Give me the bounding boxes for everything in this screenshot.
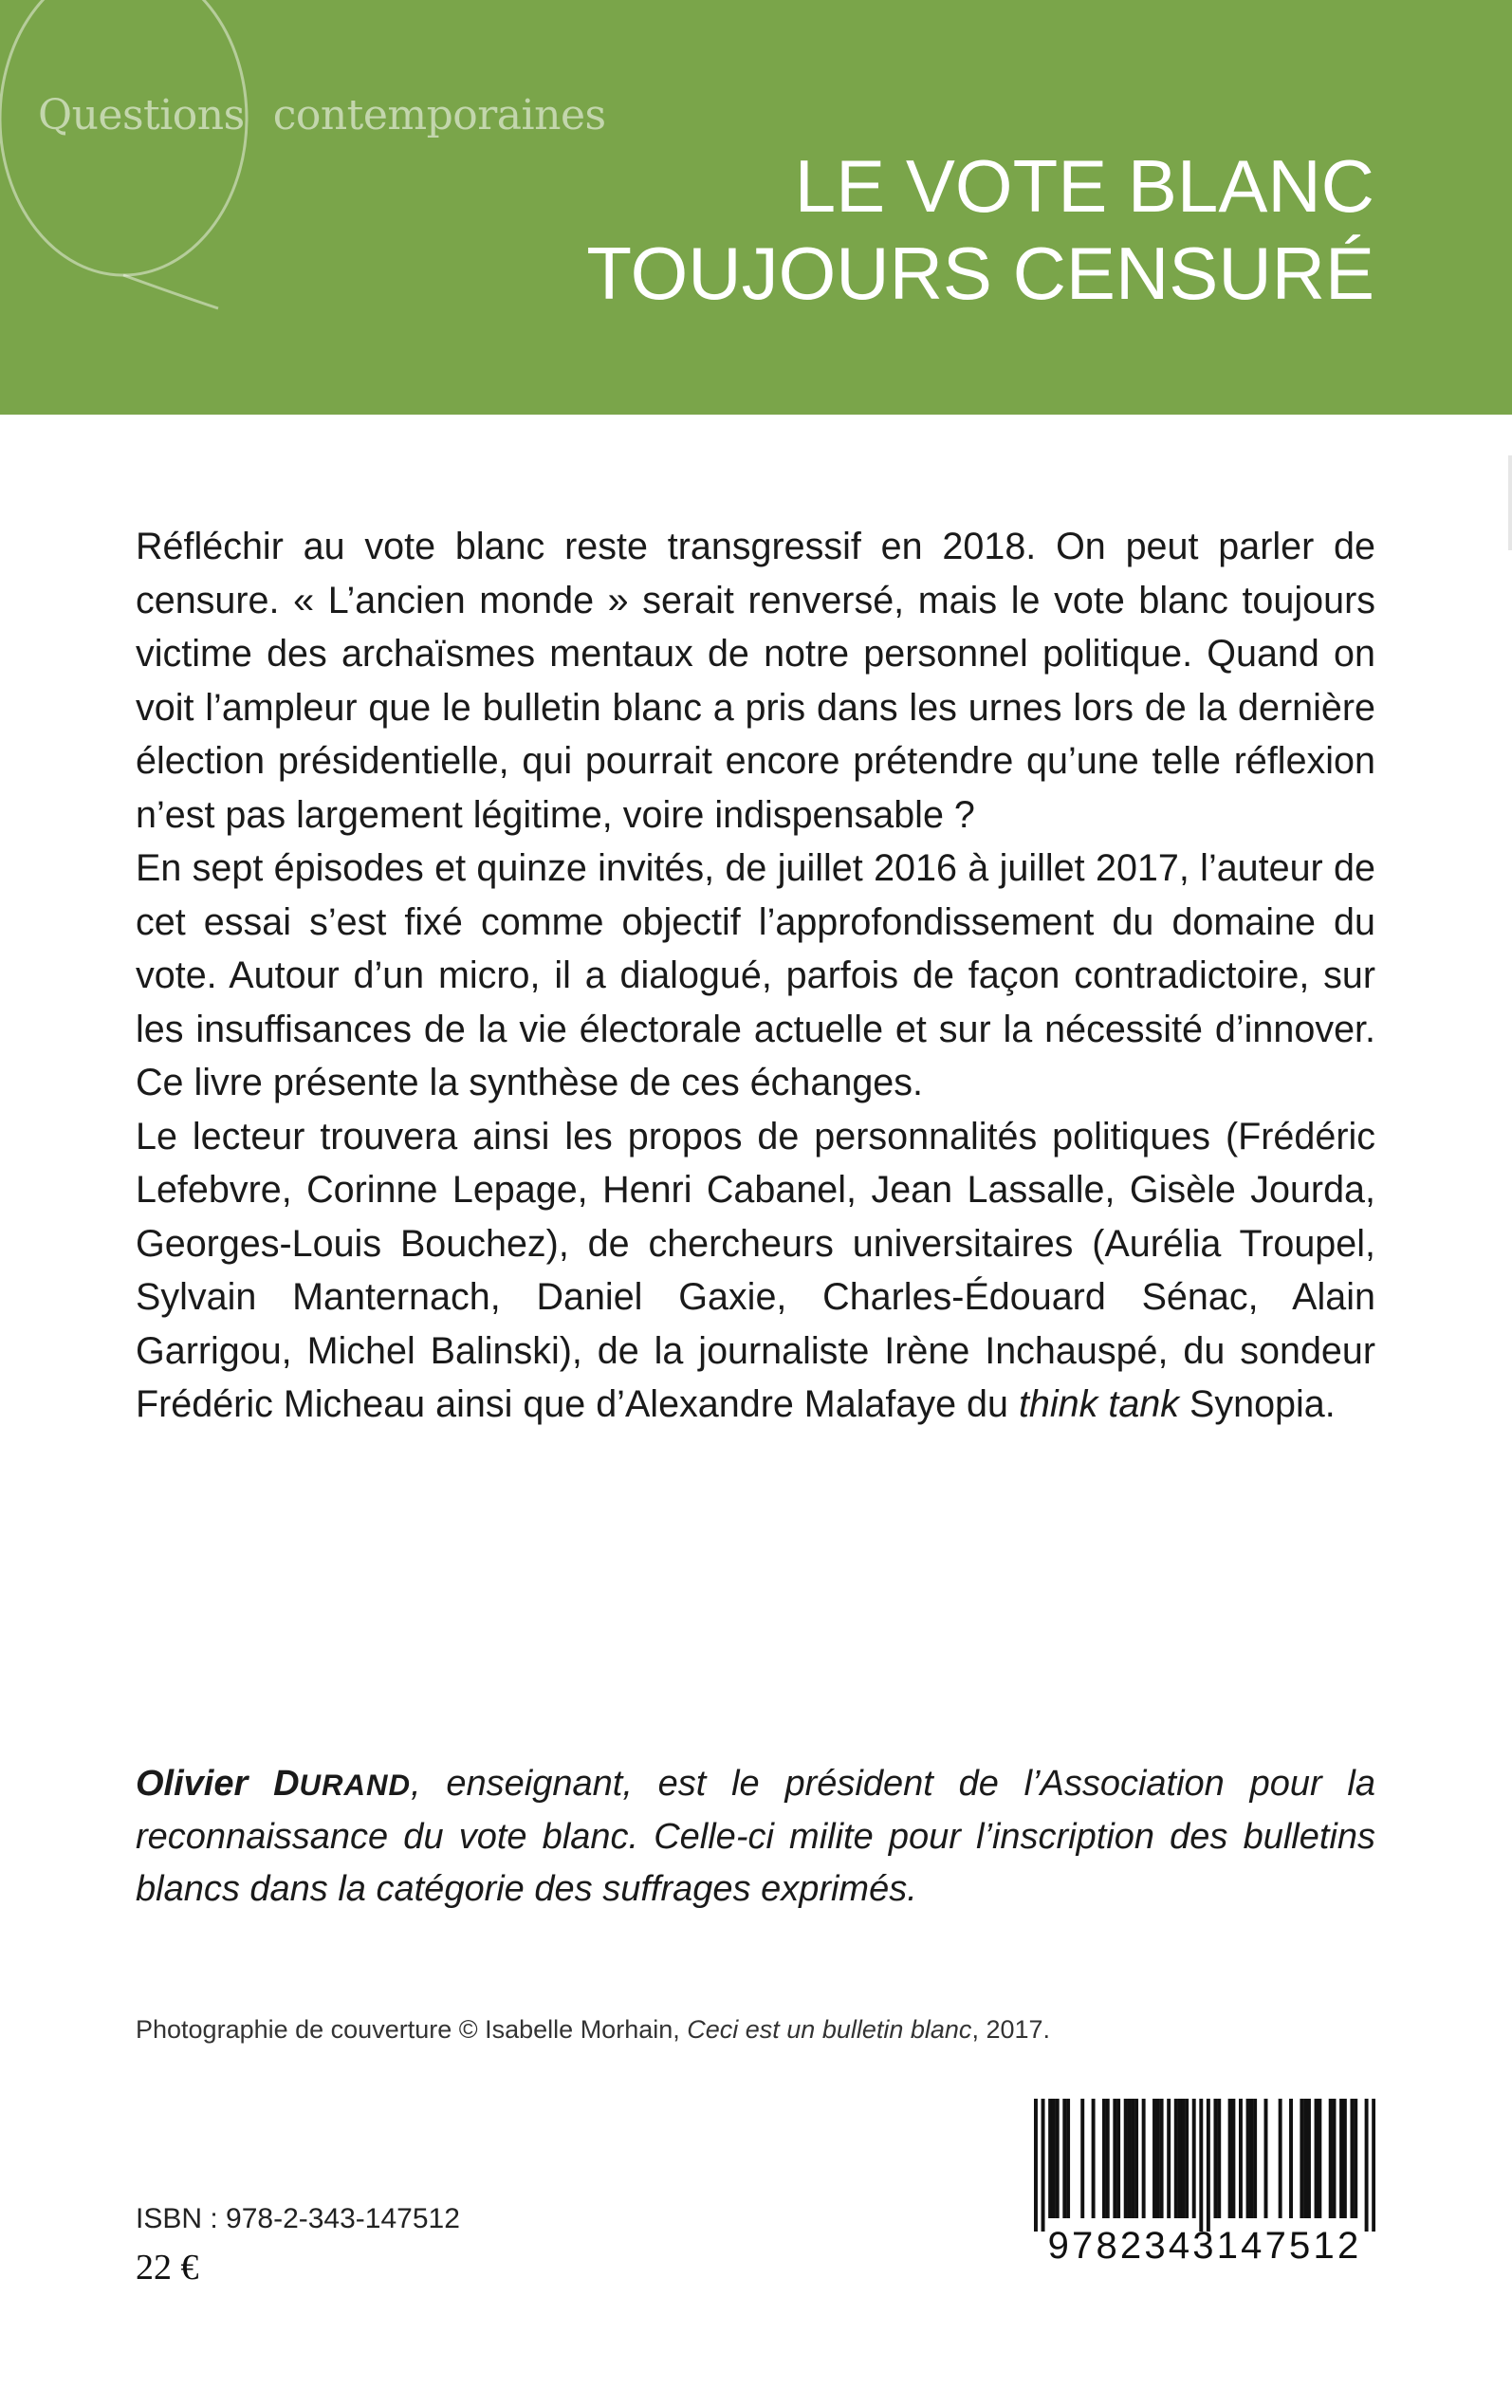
barcode-bar — [1372, 2099, 1375, 2232]
blurb-paragraph-3 — [136, 1110, 1375, 1432]
barcode-bar — [1156, 2099, 1160, 2218]
barcode-bar — [1231, 2099, 1235, 2218]
blurb-think-tank: think tank — [1018, 1383, 1180, 1425]
barcode-bar — [1048, 2099, 1052, 2218]
barcode-bar — [1300, 2099, 1303, 2218]
book-title-line-1: LE VOTE BLANC — [794, 144, 1374, 228]
author-last-name-initial: D — [273, 1764, 300, 1804]
barcode-bar — [1178, 2099, 1182, 2218]
barcode-bar — [1181, 2099, 1185, 2218]
barcode-bar — [1174, 2099, 1178, 2218]
barcode-bar — [1124, 2099, 1128, 2218]
barcode-bar — [1167, 2099, 1171, 2218]
author-bio — [136, 1758, 1375, 1916]
edge-mark — [1508, 455, 1512, 550]
barcode-bar — [1239, 2099, 1243, 2218]
barcode-bar — [1333, 2099, 1337, 2218]
barcode-bar — [1315, 2099, 1318, 2218]
barcode-bar — [1113, 2099, 1116, 2218]
barcode-bar — [1213, 2099, 1217, 2218]
barcode-bar — [1264, 2099, 1268, 2218]
blurb-paragraph-2: En sept épisodes et quinze invités, de juillet 2016 à juillet 2017, l’auteur de cet essai s’est fixé comme objectif l’approfondissement du domaine du vote. Autour d’un micro, il a dialogué, parfois de façon contradictoire, sur les insuffisances de la vie électorale actuelle et sur la nécessité d’innover. Ce livre présente la synthèse de ces échanges. — [136, 847, 1375, 1103]
photo-credit-work-title: Ceci est un bulletin blanc — [687, 2015, 972, 2044]
barcode-bar — [1185, 2099, 1189, 2218]
barcode-bar — [1128, 2099, 1132, 2218]
barcode-bar — [1249, 2099, 1253, 2218]
barcode-bar — [1365, 2099, 1369, 2232]
barcode-bar — [1354, 2099, 1357, 2218]
barcode-bar — [1253, 2099, 1257, 2218]
barcode-bar — [1066, 2099, 1070, 2218]
barcode-bar — [1142, 2099, 1146, 2218]
author-last-name-rest: URAND — [299, 1769, 412, 1802]
barcode-bar — [1318, 2099, 1321, 2218]
barcode-bar — [1062, 2099, 1066, 2218]
header-band — [0, 0, 1512, 415]
author-first-name: Olivier — [136, 1764, 249, 1804]
barcode-bar — [1080, 2099, 1084, 2218]
series-name-left: Questions — [38, 91, 245, 139]
barcode-bar — [1106, 2099, 1110, 2218]
barcode-bar — [1350, 2099, 1354, 2218]
barcode-bar — [1246, 2099, 1250, 2218]
photo-credit-prefix: Photographie de couverture © Isabelle Morhain, — [136, 2015, 688, 2044]
barcode-bar — [1102, 2099, 1106, 2218]
barcode-bar — [1034, 2099, 1038, 2232]
series-name-right: contemporaines — [272, 91, 606, 139]
author-bio-text: , enseignant, est le président de l’Association pour la reconnaissance du vote blanc. Celle-ci milite pour l’inscription des bulletins blancs dans la catégorie des suffrages exprimés. — [136, 1764, 1375, 1909]
blurb-paragraph-1: Réfléchir au vote blanc reste transgressif en 2018. On peut parler de censure. « L’ancien monde » serait renversé, mais le vote blanc toujours victime des archaïsmes mentaux de notre personnel politique. Quand on voit l’ampleur que le bulletin blanc a pris dans les urnes lors de la dernière élection présidentielle, qui pourrait encore prétendre qu’une telle réflexion n’est pas largement légitime, voire indispensable ? — [136, 526, 1375, 836]
barcode-bar — [1199, 2099, 1203, 2232]
blurb-paragraph-3-text: Le lecteur trouvera ainsi les propos de personnalités politiques (Frédéric Lefebvre, Corinne Lepage, Henri Cabanel, Jean Lassalle, Gisèle Jourda, Georges-Louis Bouchez), de chercheurs universitaires (Aurélia Troupel, Sylvain Manternach, Daniel Gaxie, Charles-Édouard Sénac, Alain Garrigou, Michel Balinski), de la journaliste Irène Inchauspé, du sondeur Frédéric Micheau ainsi que d’Alexandre Malafaye du — [136, 1115, 1375, 1425]
barcode-bar — [1303, 2099, 1307, 2218]
blurb-paragraph-3-end: Synopia. — [1179, 1383, 1336, 1425]
barcode-bar — [1131, 2099, 1134, 2218]
barcode-bar — [1116, 2099, 1120, 2218]
barcode-bar — [1329, 2099, 1333, 2218]
book-title — [586, 142, 1374, 317]
price: 22 € — [136, 2248, 199, 2288]
barcode-bar — [1192, 2099, 1196, 2218]
barcode-bar — [1289, 2099, 1293, 2218]
series-name — [38, 91, 606, 139]
barcode-bar — [1160, 2099, 1164, 2218]
barcode-digits: 9782343147512 — [1047, 2225, 1362, 2267]
barcode-bar — [1343, 2099, 1347, 2218]
barcode-bar — [1279, 2099, 1282, 2218]
barcode-bar — [1052, 2099, 1056, 2218]
barcode-bar — [1217, 2099, 1221, 2218]
barcode-bar — [1339, 2099, 1343, 2218]
barcode-bar — [1042, 2099, 1045, 2232]
barcode-bar — [1056, 2099, 1060, 2218]
barcode-bar — [1307, 2099, 1311, 2218]
back-cover-blurb — [136, 520, 1375, 1432]
ean13-barcode-icon — [1034, 2099, 1375, 2232]
barcode-bar — [1152, 2099, 1156, 2218]
q-letter-outline-icon — [0, 0, 294, 337]
barcode — [1034, 2099, 1375, 2274]
isbn-number: ISBN : 978-2-343-147512 — [136, 2203, 460, 2234]
photo-credit — [136, 2015, 1388, 2045]
barcode-bar — [1092, 2099, 1096, 2218]
author-name — [136, 1764, 411, 1804]
barcode-bar — [1228, 2099, 1232, 2218]
book-title-line-2: TOUJOURS CENSURÉ — [586, 232, 1374, 315]
barcode-bar — [1134, 2099, 1138, 2218]
photo-credit-suffix: , 2017. — [971, 2015, 1051, 2044]
barcode-bar — [1207, 2099, 1210, 2232]
